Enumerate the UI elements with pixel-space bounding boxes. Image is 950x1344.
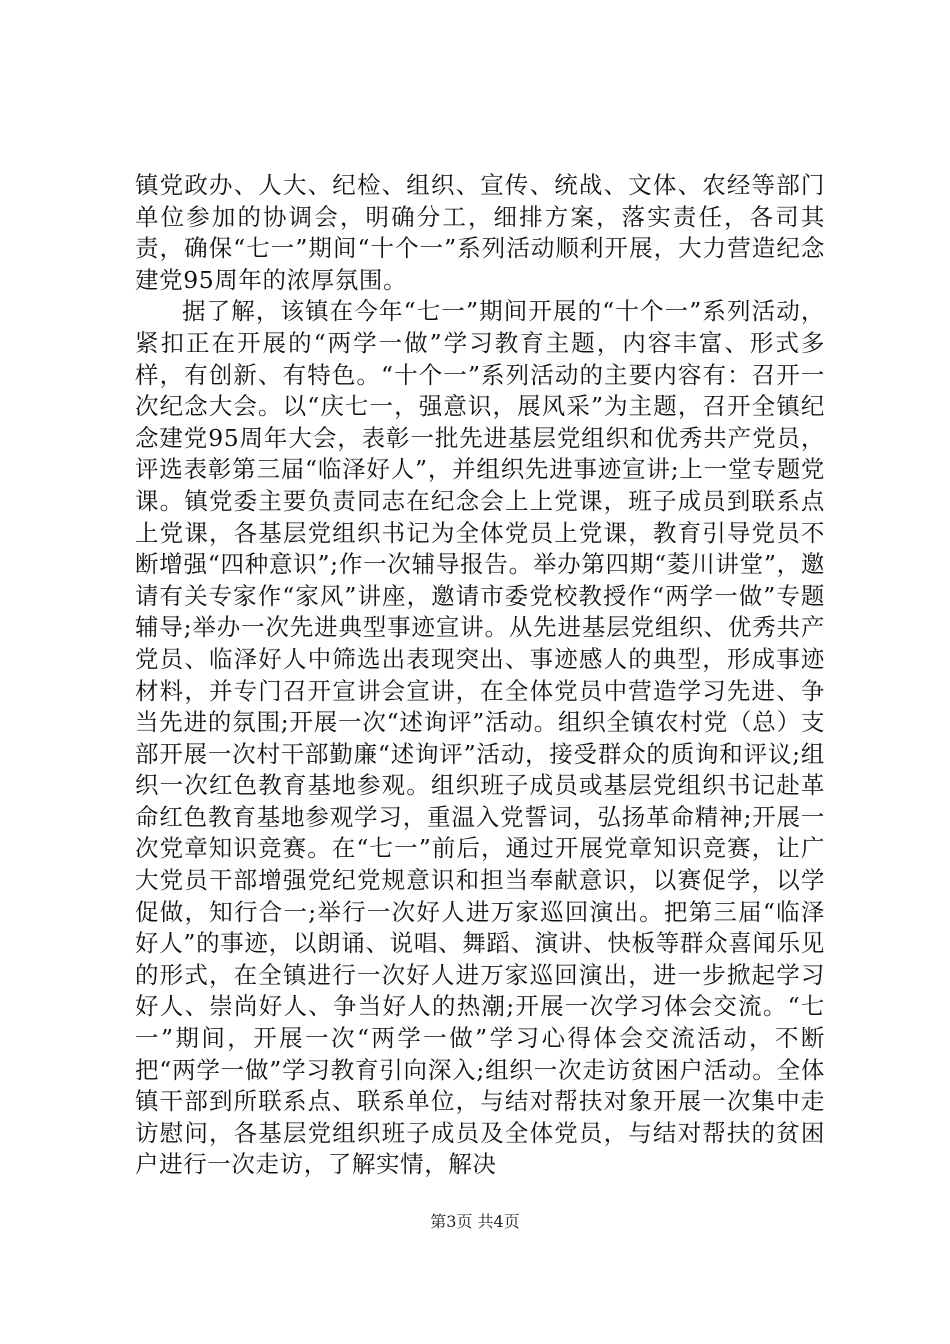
paragraph-activities: 据了解，该镇在今年“七一”期间开展的“十个一”系列活动，紧扣正在开展的“两学一做”学习教育主题，内容丰富、形式多样，有创新、有特色。“十个一”系列活动的主要内容有：召开一次纪念大会。以“庆七一，强意识，展风采”为主题，召开全镇纪念建党95周年大会，表彰一批先进基层党组织和优秀共产党员，评选表彰第三届“临泽好人”，并组织先进事迹宣讲;上一堂专题党课。镇党委主要负责同志在纪念会上上党课，班子成员到联系点上党课，各基层党组织书记为全体党员上党课，教育引导党员不断增强“四种意识”;作一次辅导报告。举办第四期“菱川讲堂”，邀请有关专家作“家风”讲座，邀请市委党校教授作“两学一做”专题辅导;举办一次先进典型事迹宣讲。从先进基层党组织、优秀共产党员、临泽好人中筛选出表现突出、事迹感人的典型，形成事迹材料，并专门召开宣讲会宣讲，在全体党员中营造学习先进、争当先进的氛围;开展一次“述询评”活动。组织全镇农村党（总）支部开展一次村干部勤廉“述询评”活动，接受群众的质询和评议;组织一次红色教育基地参观。组织班子成员或基层党组织书记赴革命红色教育基地参观学习，重温入党誓词，弘扬革命精神;开展一次党章知识竞赛。在“七一”前后，通过开展党章知识竞赛，让广大党员干部增强党纪党规意识和担当奉献意识，以赛促学，以学促做，知行合一;举行一次好人进万家巡回演出。把第三届“临泽好人”的事迹，以朗诵、说唱、舞蹈、演讲、快板等群众喜闻乐见的形式，在全镇进行一次好人进万家巡回演出，进一步掀起学习好人、崇尚好人、争当好人的热潮;开展一次学习体会交流。“七一”期间，开展一次“两学一做”学习心得体会交流活动，不断把“两学一做”学习教育引向深入;组织一次走访贫困户活动。全体镇干部到所联系点、联系单位，与结对帮扶对象开展一次集中走访慰问，各基层党组织班子成员及全体党员，与结对帮扶的贫困户进行一次走访，了解实情，解决 [135, 297, 825, 1179]
page-footer: 第3页 共4页 [430, 1212, 520, 1231]
document-body [135, 170, 825, 1181]
paragraph-continued: 镇党政办、人大、纪检、组织、宣传、统战、文体、农经等部门单位参加的协调会，明确分工，细排方案，落实责任，各司其责，确保“七一”期间“十个一”系列活动顺利开展，大力营造纪念建党95周年的浓厚氛围。 [135, 171, 825, 294]
